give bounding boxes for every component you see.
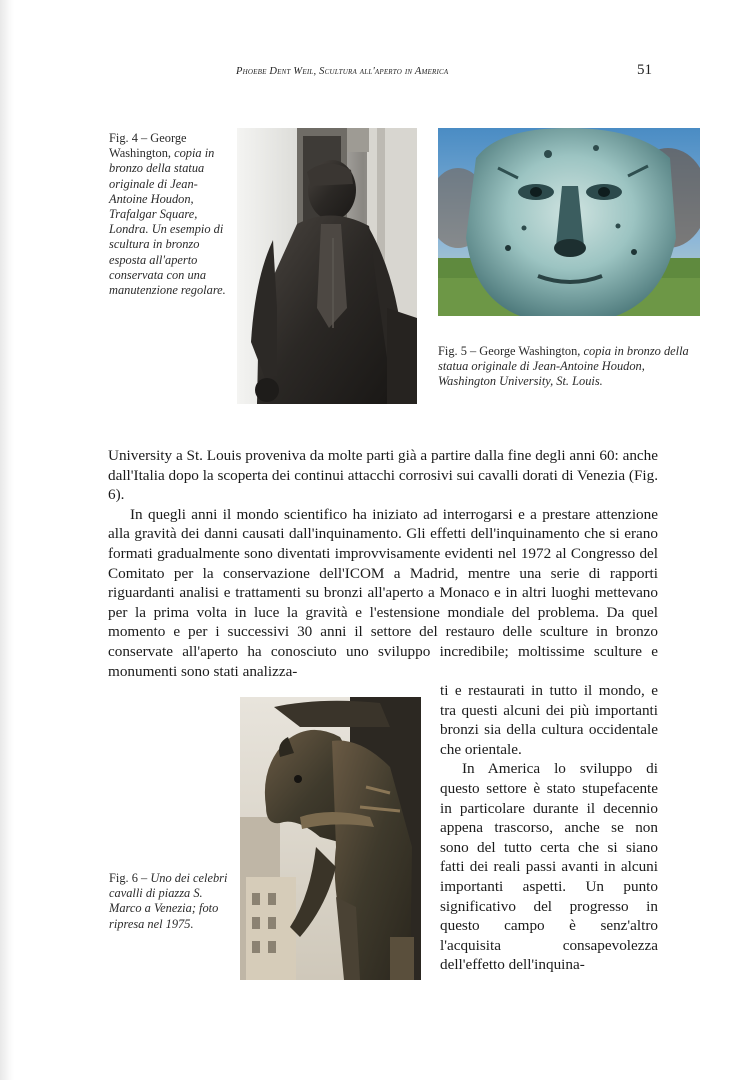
- paragraph-3: In America lo sviluppo di questo settore è stato stupefacente in particolare durante il decennio appena trascorso, anche se non sono del tutto certa che si siano fatti dei reali passi avanti in alcuni importanti aspetti. Un punto significativo del progresso in questo campo è senz'altro l'acquisita consapevolezza dell'effetto dell'inquina-: [440, 760, 658, 974]
- page-number: 51: [637, 62, 652, 78]
- fig6-caption-lead: Fig. 6 –: [109, 871, 148, 885]
- fig4-photo-washington-statue: [237, 128, 417, 404]
- body-text-side-column: [440, 681, 658, 975]
- paragraph-1: University a St. Louis proveniva da molte parti già a partire dalla fine degli anni 60: anche dall'Italia dopo la scoperta dei continui attacchi corrosivi sui cavalli dorati di Venezia (Fig. 6).: [108, 447, 658, 504]
- paragraph-2: In quegli anni il mondo scientifico ha iniziato ad interrogarsi e a prestare attenzione alla gravità dei danni causati dall'inquinamento. Gli effetti dell'inquinamento che si erano formati gradualmente sono diventati improvvisamente evidenti nel 1972 al Congresso del Comitato per la conservazione dell'ICOM a Madrid, mentre una serie di rapporti riguardanti analisi e trattamenti su bronzi all'aperto a Monaco e in altri luoghi mettevano per la prima volta in luce la gravità e l'estensione mondiale del problema. Da quel momento e per i successivi 30 anni il settore del restauro delle sculture in bronzo conservate all'aperto ha conosciuto uno sviluppo incredibile; moltissime sculture e monumenti sono stati analizza-: [108, 505, 658, 680]
- fig6-caption-text: Uno dei celebri cavalli di piazza S. Marco a Venezia; foto ripresa nel 1975.: [109, 871, 228, 931]
- body-text-main: [108, 446, 658, 681]
- fig4-caption-text: copia in bronzo della statua originale di Jean-Antoine Houdon, Trafalgar Square, Londra. Un esempio di scultura in bronzo esposta all'aperto conservata con una manutenzione regolare.: [109, 146, 226, 298]
- fig6-photo-san-marco-horse: [240, 697, 421, 980]
- fig5-caption: [438, 344, 700, 390]
- paragraph-2-continued: ti e restaurati in tutto il mondo, e tra questi alcuni dei più importanti bronzi sia della cultura occidentale che orientale.: [440, 682, 658, 758]
- fig6-caption: [109, 871, 229, 932]
- running-head: [236, 66, 448, 77]
- fig4-caption: [109, 131, 229, 298]
- fig5-photo-washington-head: [438, 128, 700, 316]
- running-head-author: Phoebe Dent Weil,: [236, 66, 317, 77]
- fig4-caption-lead: Fig. 4 – George Washington,: [109, 131, 187, 161]
- running-head-title: Scultura all'aperto in America: [319, 66, 449, 77]
- fig5-caption-lead: Fig. 5 – George Washington,: [438, 344, 581, 358]
- page-binding-edge: [0, 0, 14, 1080]
- fig5-caption-text: copia in bronzo della statua originale di Jean-Antoine Houdon, Washington University, St. Louis.: [438, 344, 689, 389]
